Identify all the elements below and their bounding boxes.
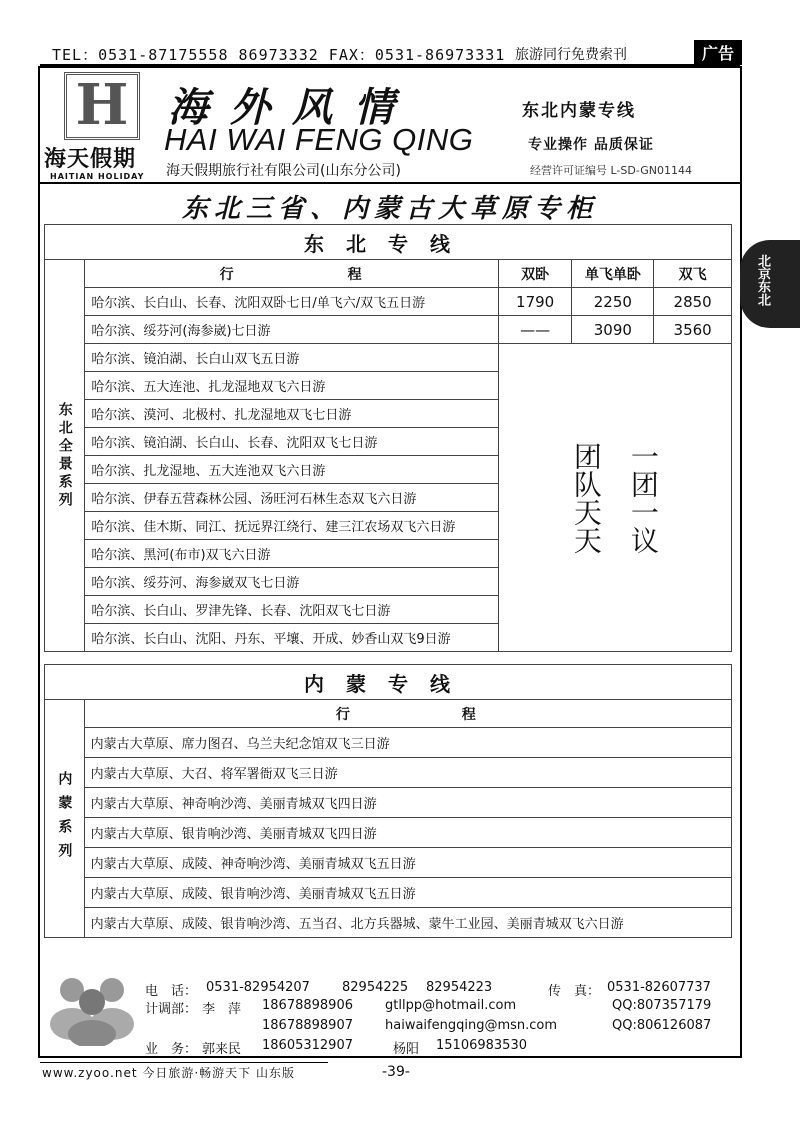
column-header-row [45,260,732,288]
header-divider [40,182,740,184]
table-row [45,316,732,344]
logo-h-mark: H [64,72,140,140]
qq-2: QQ:806126087 [612,1018,712,1033]
footer-rule [40,1062,328,1063]
business-label: 业 务： [145,1042,198,1057]
page-number: -39- [382,1064,410,1080]
email-link-1[interactable]: gtllpp@hotmail.com [385,998,517,1013]
people-icon [42,972,142,1046]
license-number: 经营许可证编号 L-SD-GN01144 [530,164,692,177]
route-cell: 内蒙古大草原、银肯响沙湾、美丽青城双飞四日游 [84,818,731,848]
table-row [45,758,732,788]
business-contact-2: 杨阳 [393,1042,420,1057]
team-note-left: 团队天天 [569,441,603,554]
route-cell: 哈尔滨、镜泊湖、长白山、长春、沈阳双飞七日游 [85,428,498,456]
top-index-label: 旅游同行免费索刊 [515,47,627,63]
business-phone-1: 18605312907 [262,1038,353,1053]
price-cell: 3560 [654,316,732,344]
price-cell: 2250 [572,288,654,316]
column-header-row [45,700,732,728]
side-tab[interactable] [740,240,800,328]
route-cell: 内蒙古大草原、成陵、银肯响沙湾、五当召、北方兵器城、蒙牛工业园、美丽青城双飞六日游 [84,908,731,938]
route-cell: 哈尔滨、漠河、北极村、扎龙湿地双飞七日游 [85,400,498,428]
route-cell: 哈尔滨、伊春五营森林公园、汤旺河石林生态双飞六日游 [85,484,498,512]
route-cell: 哈尔滨、绥芬河(海参崴)七日游 [85,316,498,344]
price-cell: 1790 [498,288,572,316]
inner-mongolia-header-row [45,665,732,700]
business-contact-1: 郭来民 [202,1042,242,1057]
table-row [45,818,732,848]
team-note-right: 一团一议 [626,441,660,554]
route-cell: 内蒙古大草原、席力图召、乌兰夫纪念馆双飞三日游 [84,728,731,758]
top-contact-bar [40,42,740,66]
team-note [498,344,731,652]
table-row [45,728,732,758]
qq-1: QQ:807357179 [612,998,712,1013]
quality-slogan: 专业操作 品质保证 [528,137,654,153]
planner-phone-1: 18678898906 [262,998,353,1013]
planner-name: 李 萍 [202,1002,242,1017]
logo-name-en: HAITIAN HOLIDAY [50,172,145,181]
phone-number-2: 82954225 [342,980,409,995]
col-route: 行 程 [84,700,731,728]
northeast-section-title: 东北专线 [45,225,732,260]
route-cell: 内蒙古大草原、大召、将军署衙双飞三日游 [84,758,731,788]
business-phone-2: 15106983530 [436,1038,527,1053]
page-title-en: HAI WAI FENG QING [164,122,474,157]
inner-mongolia-table [44,664,732,938]
planner-label: 计调部： [145,1002,198,1017]
company-logo [40,72,160,182]
table-row [45,288,732,316]
route-cell: 哈尔滨、长白山、沈阳、丹东、平壤、开成、妙香山双飞9日游 [85,624,498,652]
ad-tag: 广告 [694,40,742,65]
fax-label: 传 真： [548,984,601,999]
northeast-table [44,224,732,652]
top-tel-fax: TEL：0531-87175558 86973332 FAX：0531-86973331 [52,46,506,64]
col-route: 行 程 [85,260,498,288]
route-cell: 哈尔滨、佳木斯、同江、抚远界江绕行、建三江农场双飞六日游 [85,512,498,540]
route-cell: 哈尔滨、扎龙湿地、五大连池双飞六日游 [85,456,498,484]
route-cell: 哈尔滨、五大连池、扎龙湿地双飞六日游 [85,372,498,400]
fax-number: 0531-82607737 [607,980,711,995]
route-cell: 内蒙古大草原、成陵、银肯响沙湾、美丽青城双飞五日游 [84,878,731,908]
company-name: 海天假期旅行社有限公司(山东分公司) [166,163,401,179]
col-price-fly-sleeper: 单飞单卧 [572,260,654,288]
table-row [45,848,732,878]
planner-phone-2: 18678898907 [262,1018,353,1033]
inner-mongolia-side-label: 内蒙系列 [45,700,85,938]
email-link-2[interactable]: haiwaifengqing@msn.com [385,1018,558,1033]
route-cell: 哈尔滨、镜泊湖、长白山双飞五日游 [85,344,498,372]
line-name: 东北内蒙专线 [522,101,636,121]
col-price-fly: 双飞 [654,260,732,288]
side-tab-label: 北京东北 [755,254,770,306]
price-cell: —— [498,316,572,344]
page-title-cn: 海外风情 [168,84,416,131]
inner-mongolia-section-title: 内蒙专线 [45,665,732,700]
phone-label: 电 话： [145,984,198,999]
northeast-header-row [45,225,732,260]
table-row [45,788,732,818]
northeast-side-label: 东北全景系列 [45,260,85,652]
route-cell: 哈尔滨、绥芬河、海参崴双飞七日游 [85,568,498,596]
col-price-sleeper: 双卧 [498,260,572,288]
route-cell: 内蒙古大草原、成陵、神奇响沙湾、美丽青城双飞五日游 [84,848,731,878]
table-row [45,878,732,908]
phone-number-3: 82954223 [426,980,493,995]
footer-site[interactable]: www.zyoo.net 今日旅游·畅游天下 山东版 [42,1066,295,1080]
route-cell: 内蒙古大草原、神奇响沙湾、美丽青城双飞四日游 [84,788,731,818]
table-row [45,344,732,372]
price-cell: 3090 [572,316,654,344]
phone-number: 0531-82954207 [206,980,310,995]
banner-title: 东北三省、内蒙古大草原专柜 [181,194,598,224]
logo-name-cn: 海天假期 [44,146,137,172]
table-row [45,908,732,938]
route-cell: 哈尔滨、长白山、长春、沈阳双卧七日/单飞六/双飞五日游 [85,288,498,316]
route-cell: 哈尔滨、黑河(布市)双飞六日游 [85,540,498,568]
price-cell: 2850 [654,288,732,316]
route-cell: 哈尔滨、长白山、罗津先锋、长春、沈阳双飞七日游 [85,596,498,624]
